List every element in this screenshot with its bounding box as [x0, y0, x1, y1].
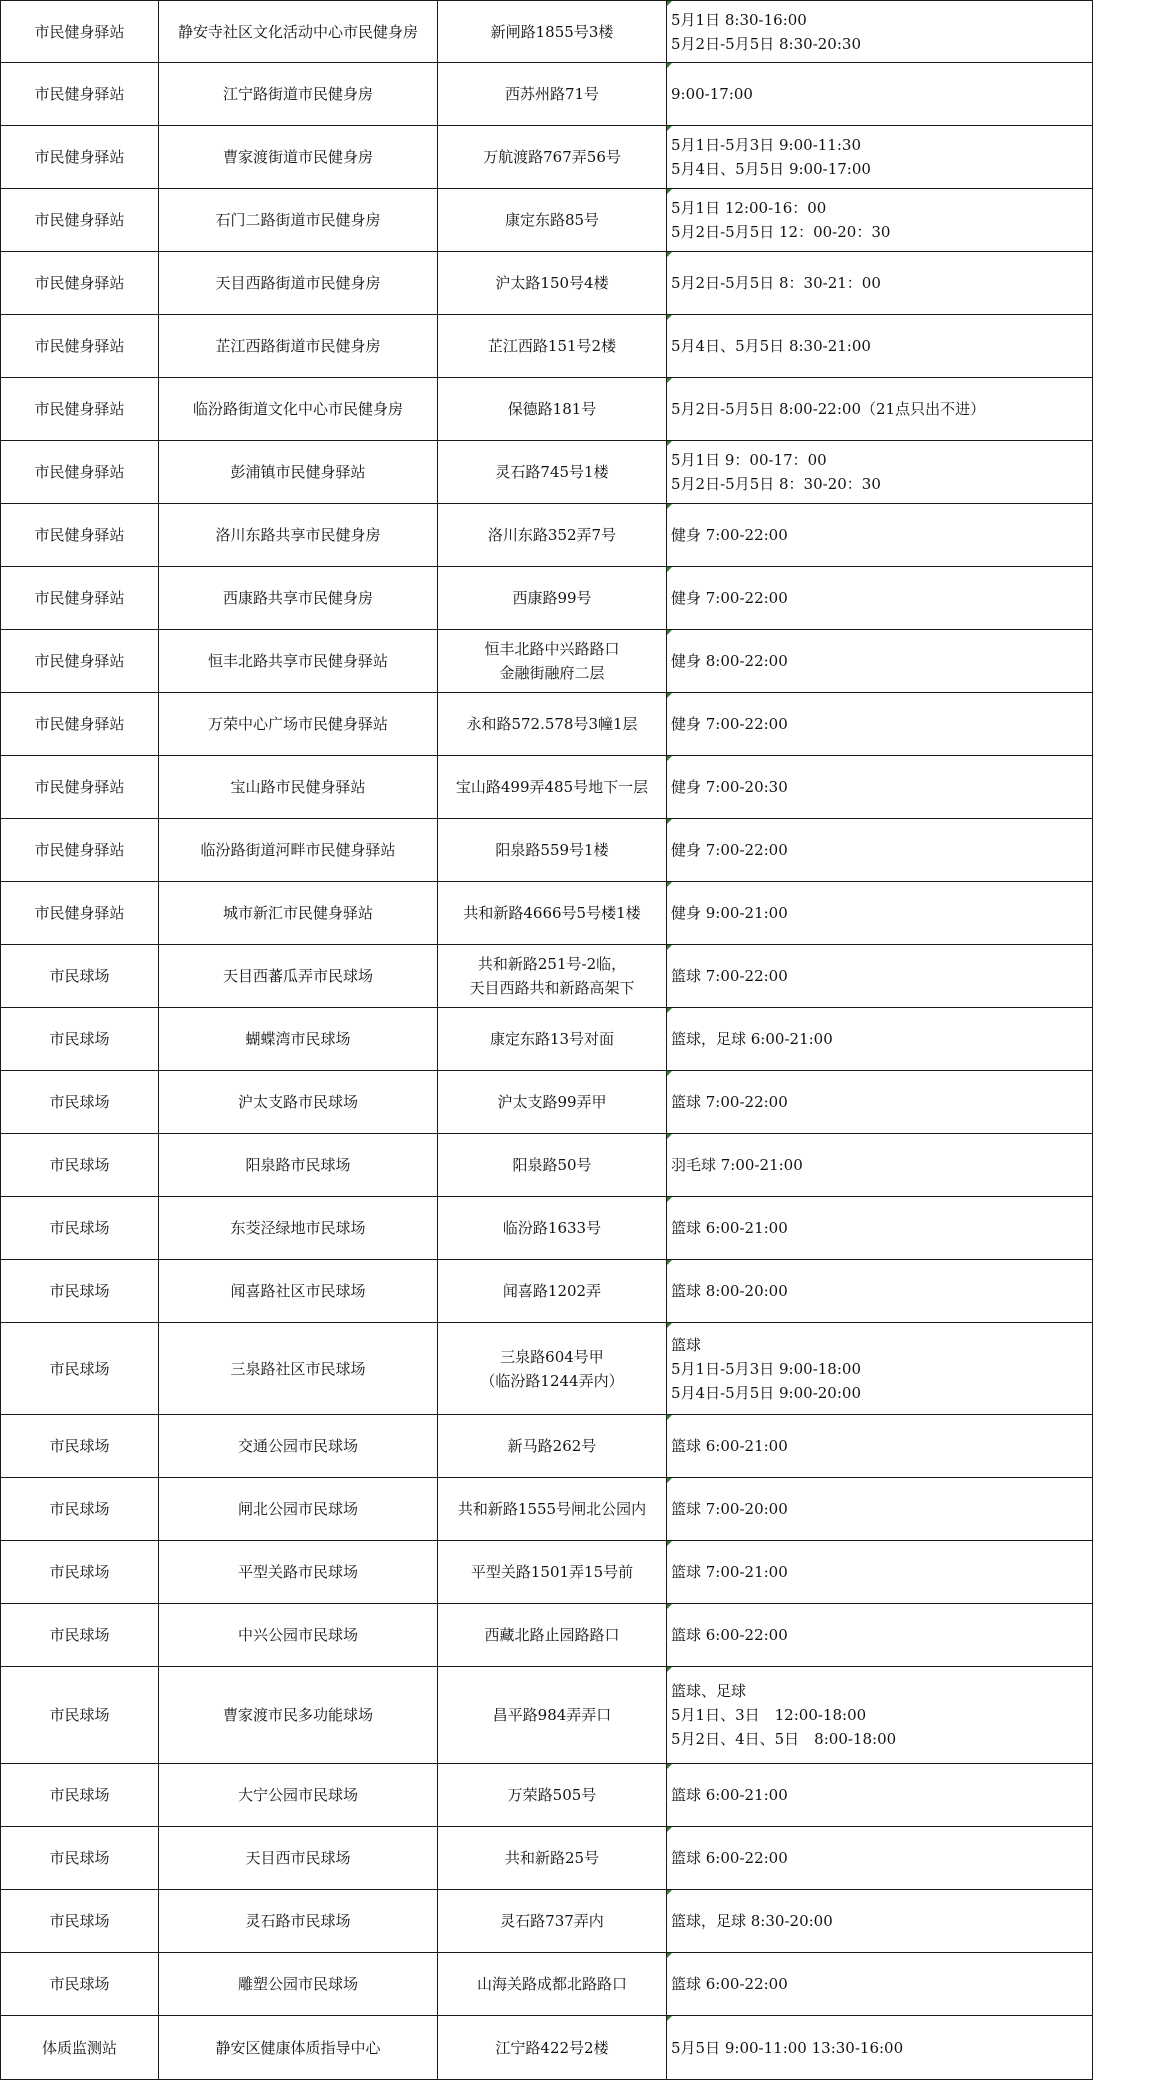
venue-address-line: 西苏州路71号 [504, 85, 600, 103]
table-row [1, 1478, 1093, 1541]
venue-hours-cell [667, 1667, 1093, 1764]
venue-hours-line: 健身 9:00-21:00 [671, 904, 788, 922]
venue-address-line: 洛川东路352弄7号 [487, 526, 617, 544]
venue-address-cell [438, 441, 667, 504]
venue-hours-line: 5月1日 9：00-17：00 [671, 451, 827, 469]
venue-name-cell: 恒丰北路共享市民健身驿站 [159, 630, 438, 693]
venue-hours-line: 篮球 7:00-22:00 [671, 967, 788, 985]
venue-hours-line: 5月2日-5月5日 8:00-22:00（21点只出不进） [671, 400, 986, 418]
venue-address-cell [438, 1541, 667, 1604]
venue-address-line: 沪太支路99弄甲 [497, 1093, 607, 1111]
venue-hours-cell [667, 1134, 1093, 1197]
venue-name-cell: 大宁公园市民球场 [159, 1764, 438, 1827]
table-row [1, 1134, 1093, 1197]
table-row [1, 2016, 1093, 2080]
venue-hours-line: 5月4日、5月5日 9:00-17:00 [671, 160, 871, 178]
venue-address-cell [438, 504, 667, 567]
venue-type-cell: 市民球场 [1, 1415, 159, 1478]
table-row [1, 1953, 1093, 2016]
venue-hours-line: 健身 7:00-22:00 [671, 715, 788, 733]
venue-type-cell: 市民球场 [1, 1008, 159, 1071]
venue-name-cell: 闻喜路社区市民球场 [159, 1260, 438, 1323]
table-row [1, 819, 1093, 882]
venue-address-line: 万荣路505号 [507, 1786, 597, 1804]
table-row [1, 1260, 1093, 1323]
venue-hours-line: 篮球 7:00-20:00 [671, 1500, 788, 1518]
venue-address-cell [438, 1953, 667, 2016]
venue-hours-line: 5月1日 12:00-16：00 [671, 199, 827, 217]
venue-hours-line: 篮球 6:00-22:00 [671, 1975, 788, 1993]
venue-hours-cell [667, 1071, 1093, 1134]
venue-hours-line: 健身 7:00-22:00 [671, 526, 788, 544]
venue-name-cell: 江宁路街道市民健身房 [159, 63, 438, 126]
venue-address-line: 恒丰北路中兴路路口 [484, 640, 620, 658]
venue-name-cell: 中兴公园市民球场 [159, 1604, 438, 1667]
venue-hours-line: 5月1日-5月3日 9:00-18:00 [671, 1359, 861, 1378]
venue-hours-line: 健身 7:00-22:00 [671, 589, 788, 607]
venue-address-cell [438, 1667, 667, 1764]
venue-hours-cell [667, 63, 1093, 126]
venue-hours-cell [667, 1890, 1093, 1953]
venue-hours-cell [667, 2016, 1093, 2080]
venue-hours-cell [667, 1323, 1093, 1415]
venue-address-line: 闻喜路1202弄 [502, 1282, 602, 1300]
venue-name-cell: 万荣中心广场市民健身驿站 [159, 693, 438, 756]
venue-hours-line: 5月2日-5月5日 8：30-20：30 [671, 475, 881, 493]
venue-address-cell [438, 1890, 667, 1953]
venue-address-line: 山海关路成都北路路口 [476, 1975, 627, 1993]
venue-hours-cell [667, 315, 1093, 378]
venue-type-cell: 市民健身驿站 [1, 378, 159, 441]
venue-name-cell: 西康路共享市民健身房 [159, 567, 438, 630]
venue-hours-cell [667, 441, 1093, 504]
venue-name-cell: 沪太支路市民球场 [159, 1071, 438, 1134]
venue-address-cell [438, 1, 667, 63]
venue-type-cell: 市民健身驿站 [1, 441, 159, 504]
venue-type-cell: 市民健身驿站 [1, 819, 159, 882]
venue-hours-cell [667, 882, 1093, 945]
venue-name-cell: 交通公园市民球场 [159, 1415, 438, 1478]
venue-address-cell [438, 1008, 667, 1071]
venue-address-cell [438, 2016, 667, 2080]
venue-type-cell: 市民健身驿站 [1, 315, 159, 378]
venue-type-cell: 市民健身驿站 [1, 882, 159, 945]
venue-type-cell: 市民球场 [1, 1260, 159, 1323]
venue-hours-line: 篮球 7:00-22:00 [671, 1093, 788, 1111]
venue-hours-cell [667, 1827, 1093, 1890]
venue-hours-line: 篮球 6:00-21:00 [671, 1219, 788, 1237]
venue-address-line: 金融街融府二层 [499, 664, 605, 682]
venue-hours-cell [667, 189, 1093, 252]
venue-type-cell: 市民球场 [1, 1764, 159, 1827]
venue-address-cell [438, 1260, 667, 1323]
venue-hours-line: 5月1日 8:30-16:00 [671, 10, 807, 29]
venue-address-line: 昌平路984弄弄口 [492, 1706, 612, 1724]
table-row [1, 252, 1093, 315]
table-row [1, 1541, 1093, 1604]
venue-address-cell [438, 1415, 667, 1478]
table-row [1, 1, 1093, 63]
venue-type-cell: 市民健身驿站 [1, 693, 159, 756]
table-row [1, 630, 1093, 693]
venue-type-cell: 市民球场 [1, 1827, 159, 1890]
table-row [1, 1323, 1093, 1415]
table-row [1, 945, 1093, 1008]
venue-address-line: 灵石路737弄内 [500, 1912, 604, 1930]
venue-address-cell [438, 1764, 667, 1827]
venue-type-cell: 市民球场 [1, 1197, 159, 1260]
venue-type-cell: 市民健身驿站 [1, 567, 159, 630]
venue-address-cell [438, 567, 667, 630]
table-row [1, 1827, 1093, 1890]
venue-address-line: 灵石路745号1楼 [495, 463, 609, 481]
venue-address-cell [438, 945, 667, 1008]
venue-type-cell: 市民球场 [1, 1953, 159, 2016]
venue-type-cell: 市民健身驿站 [1, 63, 159, 126]
venue-hours-line: 5月2日-5月5日 8：30-21：00 [671, 274, 881, 292]
venue-name-cell: 彭浦镇市民健身驿站 [159, 441, 438, 504]
venue-hours-line: 篮球，足球 6:00-21:00 [671, 1030, 833, 1048]
venue-hours-line: 篮球，足球 8:30-20:00 [671, 1912, 833, 1930]
venue-type-cell: 市民健身驿站 [1, 756, 159, 819]
venue-address-line: 永和路572.578号3幢1层 [466, 715, 638, 733]
venue-address-line: 西康路99号 [512, 589, 592, 607]
venue-address-line: 共和新路251号-2临， [477, 955, 627, 973]
venue-type-cell: 市民健身驿站 [1, 252, 159, 315]
venue-hours-cell [667, 1764, 1093, 1827]
venue-type-cell: 市民球场 [1, 1134, 159, 1197]
venue-address-line: 阳泉路50号 [512, 1156, 592, 1174]
venue-hours-line: 篮球 8:00-20:00 [671, 1282, 788, 1300]
venue-name-cell: 天目西路街道市民健身房 [159, 252, 438, 315]
venue-address-cell [438, 819, 667, 882]
venue-address-cell [438, 315, 667, 378]
venue-name-cell: 阳泉路市民球场 [159, 1134, 438, 1197]
venue-address-line: 共和新路4666号5号楼1楼 [463, 904, 641, 922]
venue-hours-cell [667, 693, 1093, 756]
venue-name-cell: 洛川东路共享市民健身房 [159, 504, 438, 567]
table-row [1, 1071, 1093, 1134]
venue-hours-line: 健身 7:00-22:00 [671, 841, 788, 859]
table-row [1, 882, 1093, 945]
venue-hours-cell [667, 1953, 1093, 2016]
venue-address-line: 平型关路1501弄15号前 [470, 1563, 634, 1581]
venue-type-cell: 市民健身驿站 [1, 630, 159, 693]
venue-address-line: 阳泉路559号1楼 [495, 841, 609, 859]
venue-address-line: 三泉路604号甲 [500, 1347, 604, 1366]
venue-type-cell: 市民球场 [1, 1890, 159, 1953]
venue-name-cell: 平型关路市民球场 [159, 1541, 438, 1604]
venue-address-cell [438, 756, 667, 819]
venue-table-body [1, 1, 1093, 2080]
venue-address-line: 芷江西路151号2楼 [487, 337, 617, 355]
venue-hours-cell [667, 1008, 1093, 1071]
venue-hours-line: 篮球 6:00-22:00 [671, 1849, 788, 1867]
venue-address-line: 江宁路422号2楼 [495, 2038, 609, 2057]
venue-address-cell [438, 126, 667, 189]
venue-hours-line: 篮球 7:00-21:00 [671, 1563, 788, 1581]
table-row [1, 693, 1093, 756]
table-row [1, 1008, 1093, 1071]
venue-hours-line: 篮球 6:00-22:00 [671, 1626, 788, 1644]
table-row [1, 378, 1093, 441]
venue-name-cell: 临汾路街道文化中心市民健身房 [159, 378, 438, 441]
venue-hours-cell [667, 252, 1093, 315]
venue-hours-cell [667, 126, 1093, 189]
table-row [1, 1890, 1093, 1953]
venue-hours-cell [667, 1541, 1093, 1604]
venue-type-cell: 市民球场 [1, 1323, 159, 1415]
venue-hours-cell [667, 630, 1093, 693]
venue-hours-line: 篮球、足球 [671, 1682, 747, 1700]
table-row [1, 1415, 1093, 1478]
venue-address-cell [438, 1478, 667, 1541]
venue-name-cell: 雕塑公园市民球场 [159, 1953, 438, 2016]
venue-hours-cell [667, 1478, 1093, 1541]
venue-name-cell: 东茭泾绿地市民球场 [159, 1197, 438, 1260]
table-row [1, 756, 1093, 819]
venue-address-line: 宝山路499弄485号地下一层 [455, 778, 649, 796]
venue-name-cell: 城市新汇市民健身驿站 [159, 882, 438, 945]
venue-type-cell: 市民健身驿站 [1, 1, 159, 63]
venue-address-line: 天目西路共和新路高架下 [469, 979, 635, 997]
venue-hours-line: 9:00-17:00 [671, 85, 753, 103]
venue-type-cell: 市民球场 [1, 1541, 159, 1604]
venue-type-cell: 市民健身驿站 [1, 504, 159, 567]
venue-address-line: 西藏北路止园路路口 [484, 1626, 620, 1644]
venue-type-cell: 市民健身驿站 [1, 189, 159, 252]
venue-name-cell: 静安区健康体质指导中心 [159, 2016, 438, 2080]
venue-name-cell: 曹家渡街道市民健身房 [159, 126, 438, 189]
venue-address-line: 沪太路150号4楼 [495, 274, 609, 292]
venue-type-cell: 市民球场 [1, 1604, 159, 1667]
table-row [1, 504, 1093, 567]
venue-hours-line: 5月2日、4日、5日 8:00-18:00 [671, 1730, 897, 1748]
table-row [1, 63, 1093, 126]
venue-hours-cell [667, 1, 1093, 63]
venue-name-cell: 闸北公园市民球场 [159, 1478, 438, 1541]
venue-address-line: 万航渡路767弄56号 [483, 148, 621, 166]
venue-address-cell [438, 1323, 667, 1415]
venue-address-cell [438, 630, 667, 693]
venue-type-cell: 市民球场 [1, 945, 159, 1008]
venue-type-cell: 市民球场 [1, 1071, 159, 1134]
venue-address-cell [438, 1197, 667, 1260]
venue-hours-line: 篮球 [671, 1335, 702, 1354]
venue-address-cell [438, 693, 667, 756]
venue-address-line: 共和新路1555号闸北公园内 [457, 1500, 647, 1518]
table-row [1, 1667, 1093, 1764]
venue-hours-line: 5月5日 9:00-11:00 13:30-16:00 [671, 2038, 904, 2057]
venue-address-cell [438, 252, 667, 315]
table-row [1, 1764, 1093, 1827]
venue-type-cell: 体质监测站 [1, 2016, 159, 2080]
venue-address-cell [438, 882, 667, 945]
table-row [1, 126, 1093, 189]
venue-name-cell: 静安寺社区文化活动中心市民健身房 [159, 1, 438, 63]
venue-type-cell: 市民球场 [1, 1478, 159, 1541]
venue-hours-line: 5月1日、3日 12:00-18:00 [671, 1706, 867, 1724]
venue-hours-line: 篮球 6:00-21:00 [671, 1786, 788, 1804]
venue-hours-line: 5月4日、5月5日 8:30-21:00 [671, 337, 871, 355]
table-row [1, 189, 1093, 252]
venue-hours-cell [667, 504, 1093, 567]
venue-address-cell [438, 63, 667, 126]
venue-hours-cell [667, 567, 1093, 630]
venue-name-cell: 宝山路市民健身驿站 [159, 756, 438, 819]
table-row [1, 1197, 1093, 1260]
venue-hours-line: 5月2日-5月5日 8:30-20:30 [671, 34, 861, 53]
table-row [1, 441, 1093, 504]
venue-hours-line: 5月1日-5月3日 9:00-11:30 [671, 136, 861, 154]
venue-address-line: 新闸路1855号3楼 [490, 22, 614, 41]
venue-name-cell: 临汾路街道河畔市民健身驿站 [159, 819, 438, 882]
venue-hours-line: 羽毛球 7:00-21:00 [671, 1156, 803, 1174]
venue-address-line: 康定东路85号 [504, 211, 600, 229]
venue-name-cell: 石门二路街道市民健身房 [159, 189, 438, 252]
venue-hours-cell [667, 378, 1093, 441]
venue-name-cell: 蝴蝶湾市民球场 [159, 1008, 438, 1071]
venue-name-cell: 三泉路社区市民球场 [159, 1323, 438, 1415]
venue-hours-cell [667, 1604, 1093, 1667]
venue-hours-line: 篮球 6:00-21:00 [671, 1437, 788, 1455]
venue-name-cell: 灵石路市民球场 [159, 1890, 438, 1953]
venue-address-line: （临汾路1244弄内） [480, 1371, 624, 1390]
table-row [1, 1604, 1093, 1667]
venue-name-cell: 曹家渡市民多功能球场 [159, 1667, 438, 1764]
venue-hours-line: 健身 8:00-22:00 [671, 652, 788, 670]
venue-name-cell: 天目西蕃瓜弄市民球场 [159, 945, 438, 1008]
venue-hours-line: 5月4日-5月5日 9:00-20:00 [671, 1383, 861, 1402]
venue-address-line: 保德路181号 [507, 400, 597, 418]
venue-hours-cell [667, 756, 1093, 819]
venue-hours-cell [667, 1197, 1093, 1260]
venue-name-cell: 芷江西路街道市民健身房 [159, 315, 438, 378]
venue-hours-line: 5月2日-5月5日 12：00-20：30 [671, 223, 891, 241]
venue-hours-cell [667, 1415, 1093, 1478]
venue-address-cell [438, 1827, 667, 1890]
table-row [1, 567, 1093, 630]
venue-address-line: 新马路262号 [507, 1437, 597, 1455]
venue-address-line: 共和新路25号 [504, 1849, 600, 1867]
venue-address-cell [438, 1071, 667, 1134]
venue-type-cell: 市民球场 [1, 1667, 159, 1764]
venue-address-line: 临汾路1633号 [502, 1219, 602, 1237]
venue-hours-cell [667, 1260, 1093, 1323]
venue-hours-cell [667, 819, 1093, 882]
venue-address-line: 康定东路13号对面 [489, 1030, 615, 1048]
venue-hours-cell [667, 945, 1093, 1008]
venue-address-cell [438, 378, 667, 441]
venue-address-cell [438, 1134, 667, 1197]
venue-name-cell: 天目西市民球场 [159, 1827, 438, 1890]
venue-hours-line: 健身 7:00-20:30 [671, 778, 788, 796]
venue-address-cell [438, 1604, 667, 1667]
table-row [1, 315, 1093, 378]
venue-type-cell: 市民健身驿站 [1, 126, 159, 189]
venue-address-cell [438, 189, 667, 252]
